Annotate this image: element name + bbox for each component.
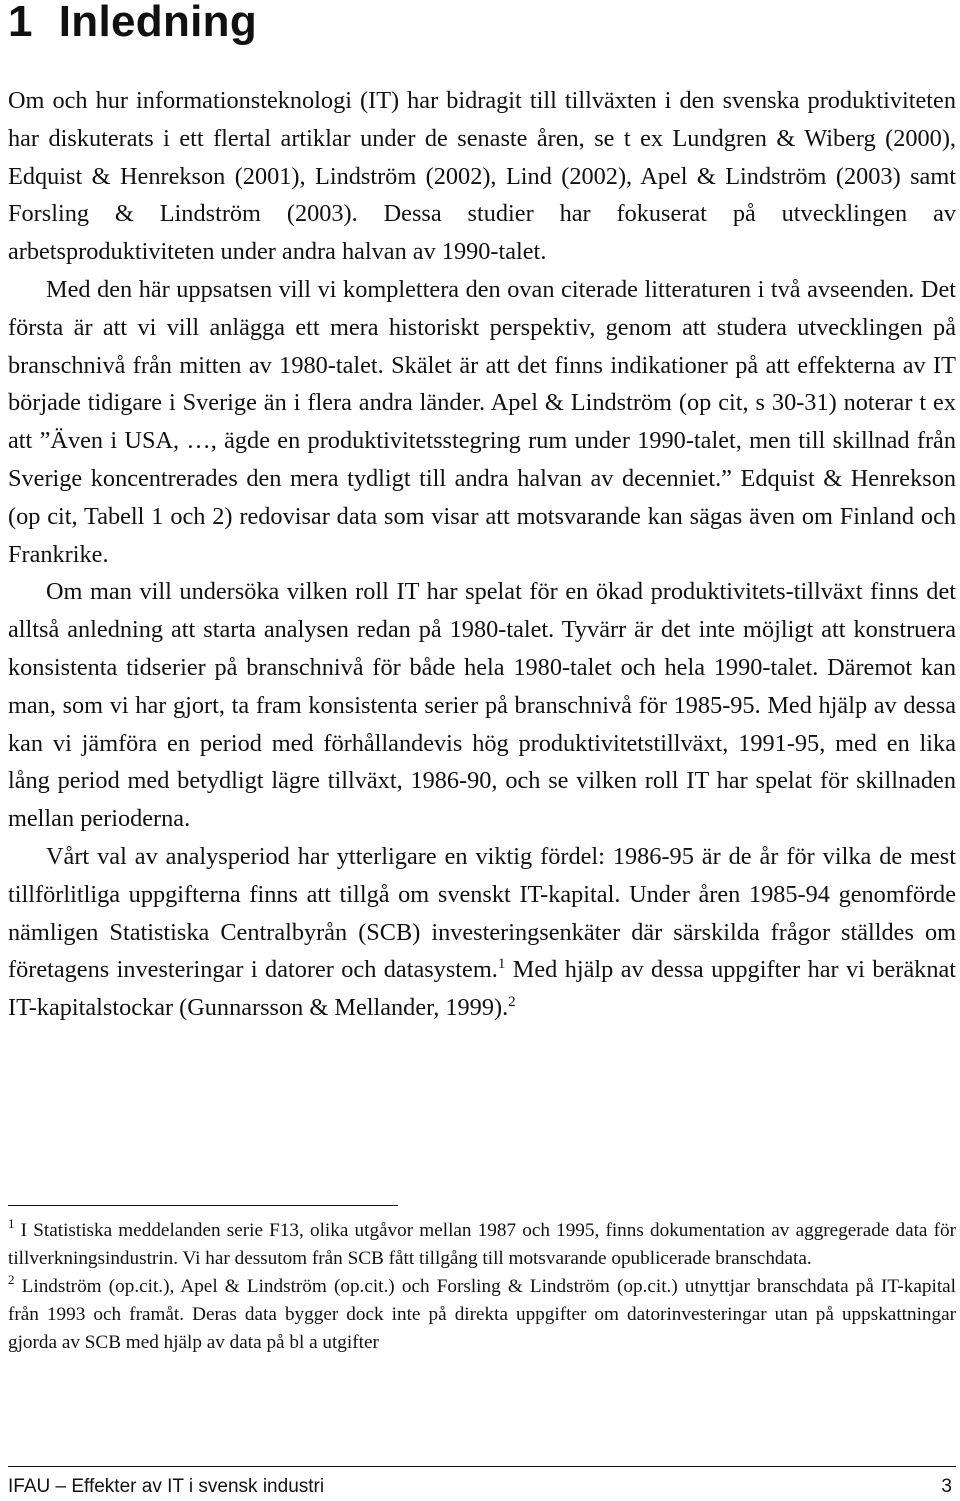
footer-separator bbox=[8, 1466, 956, 1467]
footnote-ref-1[interactable]: 1 bbox=[497, 956, 506, 973]
footnote-text-2: Lindström (op.cit.), Apel & Lindström (op.cit.) och Forsling & Lindström (op.cit.) utnyttjar branschdata på IT-kapital från 1993 och framåt. Deras data bygger dock inte på direkta uppgifter om datorinvesteringar utan på uppskattningar gjorda av SCB med hjälp av data på bl a utgifter bbox=[8, 1276, 956, 1353]
page-number: 3 bbox=[941, 1476, 952, 1497]
section-number: 1 bbox=[8, 0, 33, 46]
footnote-number-1: 1 bbox=[8, 1216, 15, 1231]
section-heading bbox=[8, 0, 257, 48]
paragraph-4-part-a: Vårt val av analysperiod har ytterligare en viktig fördel: 1986-95 är de år för vilka de mest tillförlitliga uppgifterna finns att tillgå om svenskt IT-kapital. Under åren 1985-94 genomförde nämligen Statistiska Centralbyrån (SCB) investeringsenkäter där särskilda frågor ställdes om företagens investeringar i datorer och datasystem. bbox=[8, 842, 956, 984]
footnote-separator bbox=[8, 1205, 398, 1206]
footnote-text-1: I Statistiska meddelanden serie F13, olika utgåvor mellan 1987 och 1995, finns dokumentation av aggregerade data för tillverkningsindustrin. Vi har dessutom från SCB fått tillgång till motsvarande opublicerade branschdata. bbox=[8, 1220, 956, 1269]
paragraph-1: Om och hur informationsteknologi (IT) har bidragit till tillväxten i den svenska produktiviteten har diskuterats i ett flertal artiklar under de senaste åren, se t ex Lundgren & Wiberg (2000), Edquist & Henrekson (2001), Lindström (2002), Lind (2002), Apel & Lindström (2003) samt Forsling & Lindström (2003). Dessa studier har fokuserat på utvecklingen av arbetsproduktiviteten under andra halvan av 1990-talet. bbox=[8, 87, 956, 266]
footnote-1 bbox=[8, 1217, 956, 1273]
section-title: Inledning bbox=[58, 0, 258, 46]
footnote-number-2: 2 bbox=[8, 1272, 15, 1287]
footer-running-title: IFAU – Effekter av IT i svensk industri bbox=[8, 1476, 325, 1497]
footnote-2 bbox=[8, 1273, 956, 1357]
footnote-ref-2[interactable]: 2 bbox=[508, 994, 516, 1011]
footnotes bbox=[8, 1217, 956, 1357]
paragraph-4-part-b: Med hjälp av dessa uppgifter har vi beräknat IT-kapitalstockar (Gunnarsson & Mellander, 1999). bbox=[8, 956, 956, 1022]
paragraph-2: Med den här uppsatsen vill vi komplettera den ovan citerade litteraturen i två avseenden. Det första är att vi vill anlägga ett mera historiskt perspektiv, genom att studera utvecklingen på branschnivå från mitten av 1980-talet. Skälet är att det finns indikationer på att effekterna av IT började tidigare i Sverige än i flera andra länder. Apel & Lindström (op cit, s 30-31) noterar t ex att ”Även i USA, …, ägde en produktivitetsstegring rum under 1990-talet, men till skillnad från Sverige koncentrerades den mera tydligt till andra halvan av decenniet.” Edquist & Henrekson (op cit, Tabell 1 och 2) redovisar data som visar att motsvarande kan sägas även om Finland och Frankrike. bbox=[8, 275, 956, 568]
paragraph-3: Om man vill undersöka vilken roll IT har spelat för en ökad produktivitets-tillväxt finns det alltså anledning att starta analysen redan på 1980-talet. Tyvärr är det inte möjligt att konstruera konsistenta tidserier på branschnivå för både hela 1980-talet och hela 1990-talet. Däremot kan man, som vi har gjort, ta fram konsistenta serier på branschnivå för 1985-95. Med hjälp av dessa kan vi jämföra en period med förhållandevis hög produktivitetstillväxt, 1991-95, med en lika lång period med betydligt lägre tillväxt, 1986-90, och se vilken roll IT har spelat för skillnaden mellan perioderna. bbox=[8, 578, 956, 833]
paragraph-4 bbox=[8, 838, 956, 1027]
body-text bbox=[8, 82, 956, 1027]
